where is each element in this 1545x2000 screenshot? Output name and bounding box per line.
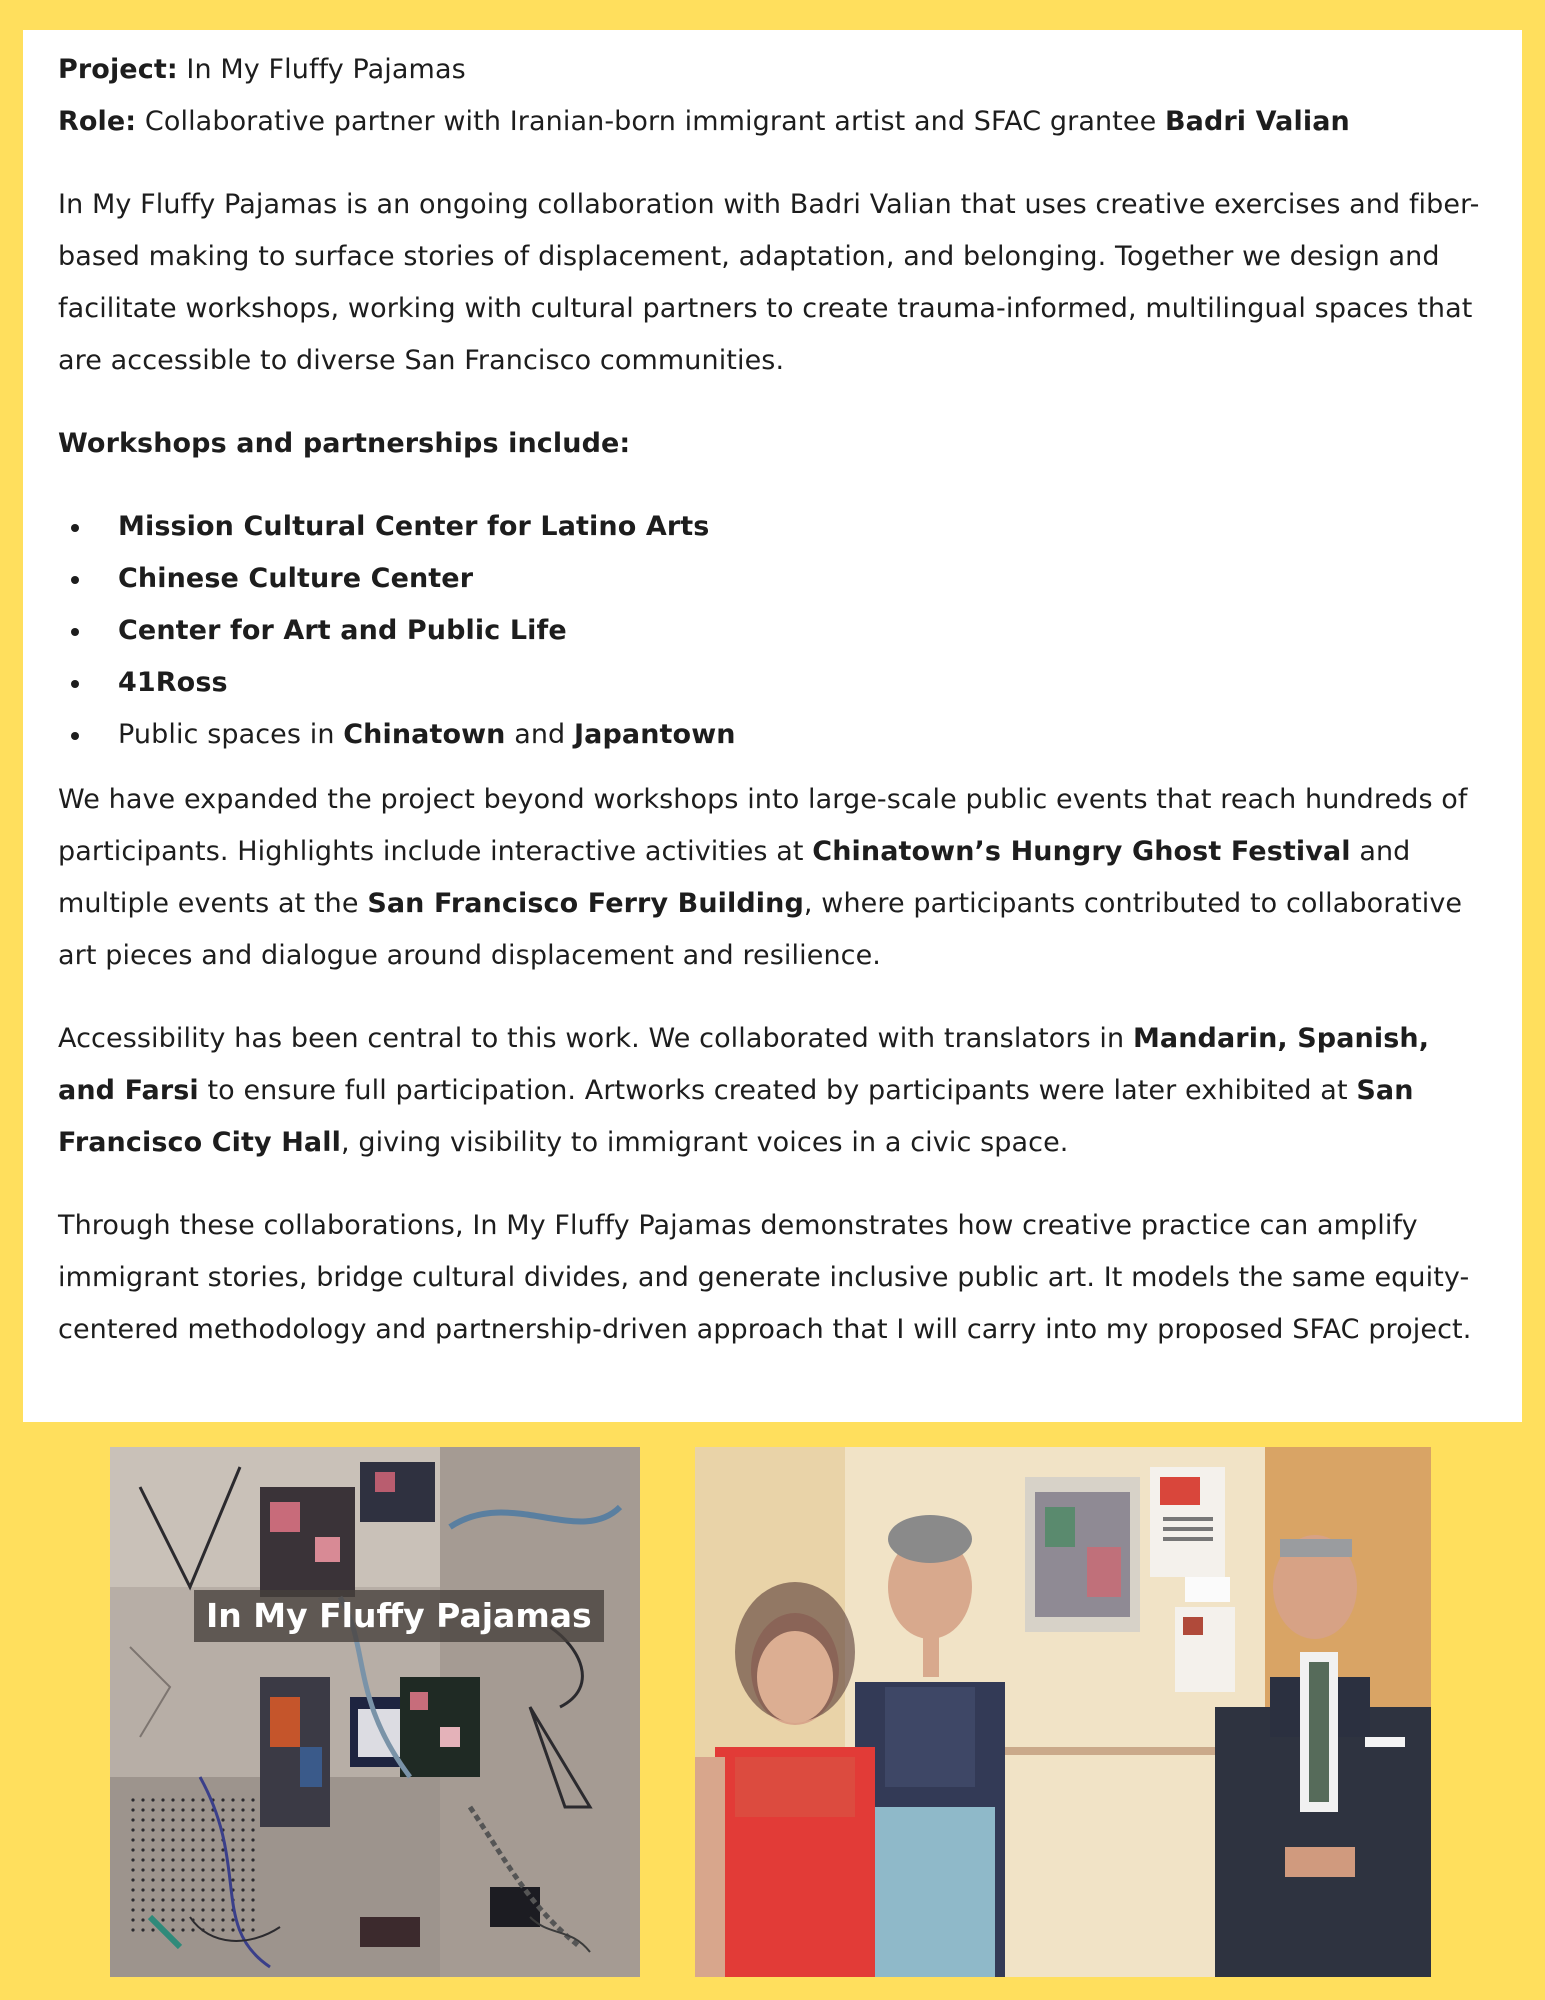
exhibition-photo-image [695, 1447, 1431, 1977]
role-text: Collaborative partner with Iranian-born immigrant artist and SFAC grantee [144, 106, 1157, 137]
artwork-photo [110, 1447, 640, 1977]
accessibility-paragraph: Accessibility has been central to this work. We collaborated with translators in Mandarin, Spanish, and Farsi to ensure full participation. Artworks created by participants were later exhibited at San Francisco City Hall, giving visibility to immigrant voices in a civic space. [58, 1023, 1430, 1158]
workshops-heading: Workshops and partnerships include: [58, 428, 631, 459]
list-item: Mission Cultural Center for Latino Arts [58, 501, 1486, 553]
expansion-paragraph: We have expanded the project beyond workshops into large-scale public events that reach hundreds of participants. Highlights include interactive activities at Chinatown’s Hungry Ghost Festival and multiple events at the San Francisco Ferry Building, where participants contributed to collaborative art pieces and dialogue around displacement and resilience. [58, 784, 1468, 971]
project-line [58, 44, 1486, 96]
group-photo [695, 1447, 1431, 1977]
text-card [23, 30, 1522, 1422]
list-item: Public spaces in Chinatown and Japantown [58, 709, 1486, 761]
role-label: Role: [58, 106, 137, 137]
partners-list [58, 501, 1486, 761]
role-line [58, 96, 1486, 148]
intro-paragraph: In My Fluffy Pajamas is an ongoing collaboration with Badri Valian that uses creative exercises and fiber-based making to surface stories of displacement, adaptation, and belonging. Together we design and facilitate workshops, working with cultural partners to create trauma-informed, multilingual spaces that are accessible to diverse San Francisco communities. [58, 189, 1480, 376]
conclusion-paragraph: Through these collaborations, In My Fluffy Pajamas demonstrates how creative practice can amplify immigrant stories, bridge cultural divides, and generate inclusive public art. It models the same equity-centered methodology and partnership-driven approach that I will carry into my proposed SFAC project. [58, 1210, 1472, 1345]
list-item: Chinese Culture Center [58, 553, 1486, 605]
list-item: 41Ross [58, 657, 1486, 709]
project-label: Project: [58, 54, 178, 85]
artist-name: Badri Valian [1164, 106, 1350, 137]
artwork-caption: In My Fluffy Pajamas [194, 1590, 604, 1642]
project-name: In My Fluffy Pajamas [186, 54, 466, 85]
fiber-artwork-image [110, 1447, 640, 1977]
list-item: Center for Art and Public Life [58, 605, 1486, 657]
